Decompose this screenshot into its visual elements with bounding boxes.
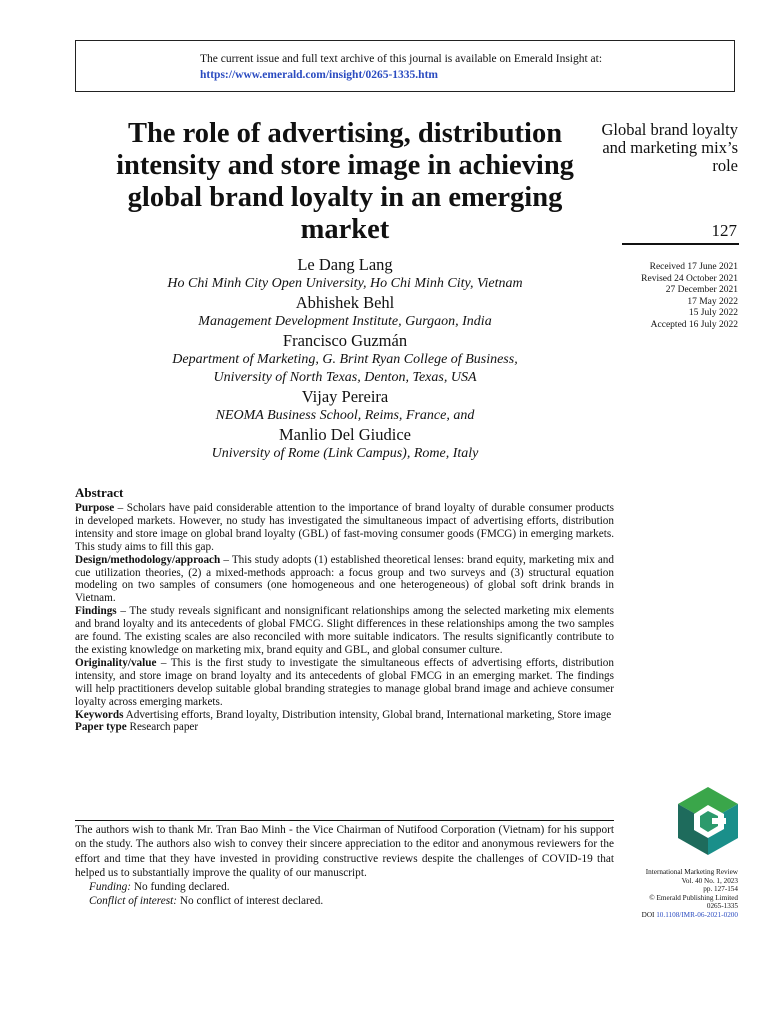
funding-text: No funding declared.	[131, 881, 230, 894]
date-revised-1: Revised 24 October 2021	[641, 273, 738, 284]
page-number: 127	[711, 221, 737, 240]
findings-label: Findings	[75, 605, 117, 618]
running-head-title: Global brand loyalty and marketing mix’s role	[601, 120, 738, 175]
funding-statement	[75, 880, 614, 894]
paper-type-text: Research paper	[126, 721, 199, 734]
abstract-paper-type	[75, 721, 614, 734]
acknowledgment-text: The authors wish to thank Mr. Tran Bao Minh - the Vice Chairman of Nutifood Corporation (Vietnam) for his support on the study. The authors also wish to convey their sincere appreciation to the editor and anonymous reviewers for the effort and time that they have invested in providing constructive reviews despite the challenges of COVID-19 that helped us to substantially improve the quality of our manuscript.	[75, 824, 614, 879]
journal-citation-info	[600, 868, 738, 920]
date-revised-2: 27 December 2021	[665, 285, 738, 295]
findings-text: – The study reveals significant and nonsignificant relationships among the selected marketing mix elements and brand loyalty and its antecedents of global FMCG. Slight differences in these relationships among the two samples are found. The existing scales are also reconciled with more suitable indicators. The results significantly contribute to the existing knowledge on marketing mix, brand equity and GBL, and global consumer culture.	[75, 605, 614, 656]
side-divider	[622, 243, 739, 245]
author-affiliation: Department of Marketing, G. Brint Ryan College of Business,	[172, 352, 518, 367]
abstract-findings	[75, 605, 614, 657]
date-received: Received 17 June 2021	[649, 262, 738, 272]
originality-label: Originality/value	[75, 656, 157, 669]
originality-text: – This is the first study to investigate the simultaneous effects of advertising efforts, distribution intensity, and store image on brand loyalty and its antecedents of global FMCG in an emerging market. The findings will help practitioners develop suitable global branding strategies to manage global brand image and achieve consumer loyalty across emerging markets.	[75, 656, 614, 708]
emerald-publishing-logo	[674, 785, 742, 857]
date-revised-4: 15 July 2022	[688, 308, 738, 318]
journal-issn: 0265-1335	[706, 902, 738, 911]
journal-publisher: © Emerald Publishing Limited	[649, 893, 738, 902]
journal-name: International Marketing Review	[645, 868, 738, 876]
author-name: Francisco Guzmán	[282, 331, 408, 350]
author-name: Vijay Pereira	[301, 387, 389, 406]
abstract-heading: Abstract	[75, 485, 124, 500]
doi-link[interactable]: 10.1108/IMR-06-2021-0200	[656, 910, 738, 919]
conflict-text: No conflict of interest declared.	[177, 895, 324, 908]
date-revised-3: 17 May 2022	[687, 296, 738, 307]
abstract-keywords	[75, 709, 614, 722]
paper-type-label: Paper type	[75, 721, 127, 734]
journal-pages: pp. 127-154	[703, 885, 738, 894]
author-affiliation: University of Rome (Link Campus), Rome, Italy	[211, 446, 479, 461]
author-affiliation: University of North Texas, Denton, Texas, USA	[213, 370, 477, 385]
design-text: – This study adopts (1) established theoretical lenses: brand equity, marketing mix and cue utilization theories, (2) a mixed-methods approach: a focus group and two surveys and (3) structural equation modeling on two samples of consumers (one homogeneous and one heterogeneous) of global soft drink brands in Vietnam.	[75, 553, 614, 605]
submission-dates	[600, 262, 738, 331]
abstract-originality	[75, 657, 614, 709]
archive-url-link[interactable]: https://www.emerald.com/insight/0265-1335.htm	[200, 69, 438, 81]
purpose-text: – Scholars have paid considerable attention to the importance of brand loyalty of durable consumer products in developed markets. However, no study has investigated the simultaneous impact of advertising efforts, distribution intensity and store image on global brand loyalty (GBL) of fast-moving consumer goods (FMCG) in emerging markets. This study aims to fill this gap.	[75, 502, 614, 553]
abstract-purpose	[75, 502, 614, 554]
date-accepted: Accepted 16 July 2022	[650, 319, 738, 330]
purpose-label: Purpose	[75, 502, 115, 514]
archive-notice-text: The current issue and full text archive of this journal is available on Emerald Insight at:	[200, 53, 603, 65]
author-name: Abhishek Behl	[295, 293, 395, 312]
doi-label: DOI	[641, 910, 657, 919]
funding-label: Funding:	[89, 881, 132, 894]
design-label: Design/methodology/approach	[75, 553, 221, 566]
keywords-label: Keywords	[75, 708, 124, 721]
author-name: Manlio Del Giudice	[279, 425, 411, 444]
journal-archive-notice	[75, 40, 735, 92]
conflict-label: Conflict of interest:	[89, 895, 178, 908]
paper-title: The role of advertising, distribution intensity and store image in achieving global brand loyalty in an emerging market	[116, 118, 574, 245]
conflict-statement	[75, 894, 614, 908]
author-affiliation: Ho Chi Minh City Open University, Ho Chi Minh City, Vietnam	[167, 276, 523, 291]
author-affiliation: Management Development Institute, Gurgaon, India	[198, 314, 492, 329]
acknowledgments	[75, 823, 614, 909]
author-name: Le Dang Lang	[297, 255, 393, 274]
logo-notch	[712, 818, 726, 824]
footnote-divider	[75, 820, 614, 821]
abstract-body	[75, 502, 614, 734]
journal-volume: Vol. 40 No. 1, 2023	[681, 876, 738, 885]
keywords-text: Advertising efforts, Brand loyalty, Distribution intensity, Global brand, International marketing, Store image	[123, 708, 612, 721]
author-affiliation: NEOMA Business School, Reims, France, and	[215, 408, 475, 423]
author-list	[90, 255, 600, 463]
abstract-design	[75, 554, 614, 606]
journal-doi	[600, 911, 738, 920]
